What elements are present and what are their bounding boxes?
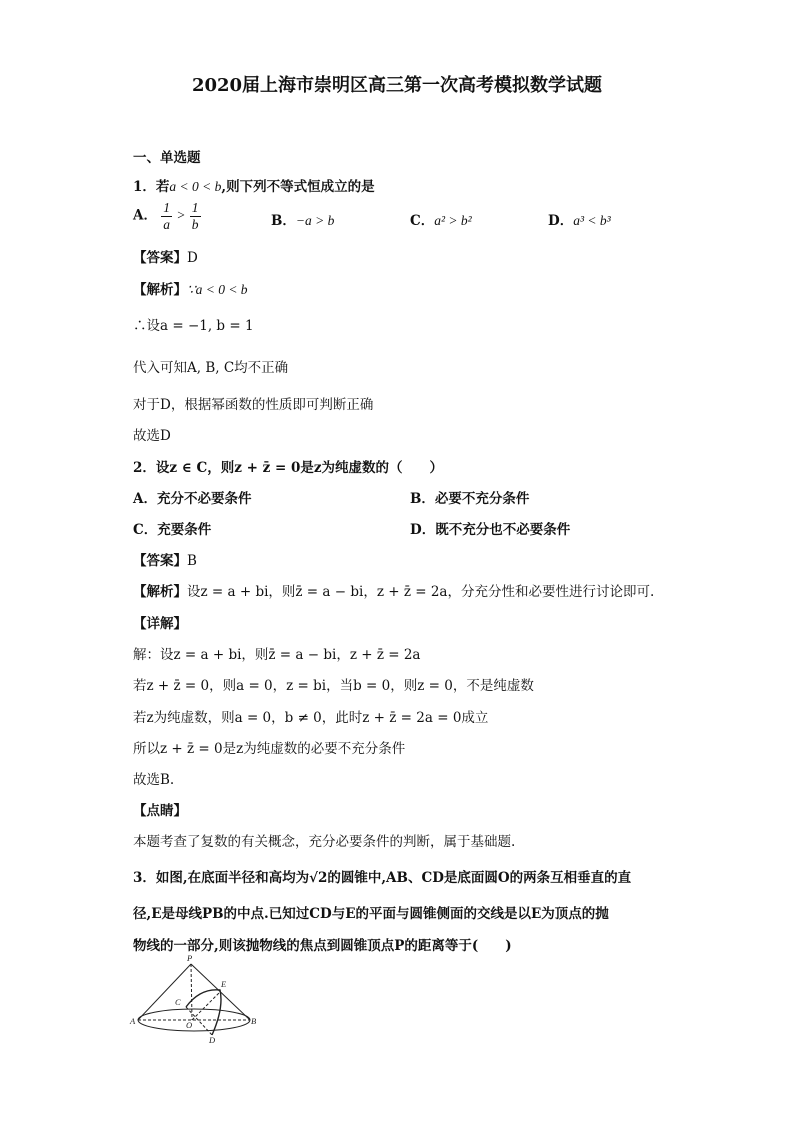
q2-comment: 本题考查了复数的有关概念，充分必要条件的判断，属于基础题. xyxy=(133,834,516,850)
q2-detail-4: 所以z + z̄ = 0是z为纯虚数的必要不充分条件 xyxy=(133,741,406,757)
q1-analysis: 【解析】∵a < 0 < b xyxy=(133,282,248,298)
fig-label-b: B xyxy=(251,1016,257,1026)
q2-detail-3: 若z为纯虚数，则a = 0，b ≠ 0，此时z + z̄ = 2a = 0成立 xyxy=(133,710,489,726)
q1-line1: ∴设a = −1, b = 1 xyxy=(133,318,254,334)
q2-detail-2: 若z + z̄ = 0，则a = 0，z = bi，当b = 0，则z = 0，不是纯虚数 xyxy=(133,678,534,694)
q1-line2: 代入可知A, B, C均不正确 xyxy=(133,360,289,376)
q1-stem: 1．若a < 0 < b,则下列不等式恒成立的是 xyxy=(133,179,375,195)
section-heading: 一、单选题 xyxy=(133,150,201,166)
fig-label-p: P xyxy=(187,953,193,963)
q3-stem-line2: 径,E是母线PB的中点.已知过CD与E的平面与圆锥侧面的交线是以E为顶点的抛 xyxy=(133,906,609,922)
q2-answer: 【答案】B xyxy=(133,553,197,569)
q2-option-a: A．充分不必要条件 xyxy=(133,491,252,507)
q2-detail-5: 故选B. xyxy=(133,772,175,788)
q3-stem-line3: 物线的一部分,则该抛物线的焦点到圆锥顶点P的距离等于( ) xyxy=(133,938,512,954)
fig-label-d: D xyxy=(209,1035,216,1044)
q1-answer: 【答案】D xyxy=(133,250,198,266)
q2-option-d: D．既不充分也不必要条件 xyxy=(410,522,571,538)
q2-option-c: C．充要条件 xyxy=(133,522,212,538)
q2-option-b: B．必要不充分条件 xyxy=(410,491,530,507)
q1-option-c: C．a² > b² xyxy=(410,213,472,229)
q1-option-a: A． $\frac{1}{a}$ > $\frac{1}{b}$ xyxy=(133,200,199,232)
q1-line4: 故选D xyxy=(133,428,171,444)
q2-analysis: 【解析】设z = a + bi，则z̄ = a − bi，z + z̄ = 2a，分充分性和必要性进行讨论即可. xyxy=(133,584,655,600)
q1-option-d: D．a³ < b³ xyxy=(548,213,611,229)
q3-stem-line1: 3．如图,在底面半径和高均为√2的圆锥中,AB、CD是底面圆O的两条互相垂直的直 xyxy=(133,870,632,886)
q2-stem: 2．设z ∈ C，则z + z̄ = 0是z为纯虚数的（ ） xyxy=(133,460,444,476)
q1-line3: 对于D，根据幂函数的性质即可判断正确 xyxy=(133,397,374,413)
document-title: 2020届上海市崇明区高三第一次高考模拟数学试题 xyxy=(191,75,603,96)
q2-comment-heading: 【点睛】 xyxy=(133,803,187,819)
fig-label-o: O xyxy=(186,1020,193,1030)
fig-label-c: C xyxy=(175,997,181,1007)
cone-figure xyxy=(128,952,263,1044)
fig-label-a: A xyxy=(130,1016,136,1026)
q2-detail-1: 解：设z = a + bi，则z̄ = a − bi，z + z̄ = 2a xyxy=(133,647,421,663)
q1-option-b: B．−a > b xyxy=(271,213,335,229)
fig-label-e: E xyxy=(221,979,227,989)
q2-detail-heading: 【详解】 xyxy=(133,616,187,632)
